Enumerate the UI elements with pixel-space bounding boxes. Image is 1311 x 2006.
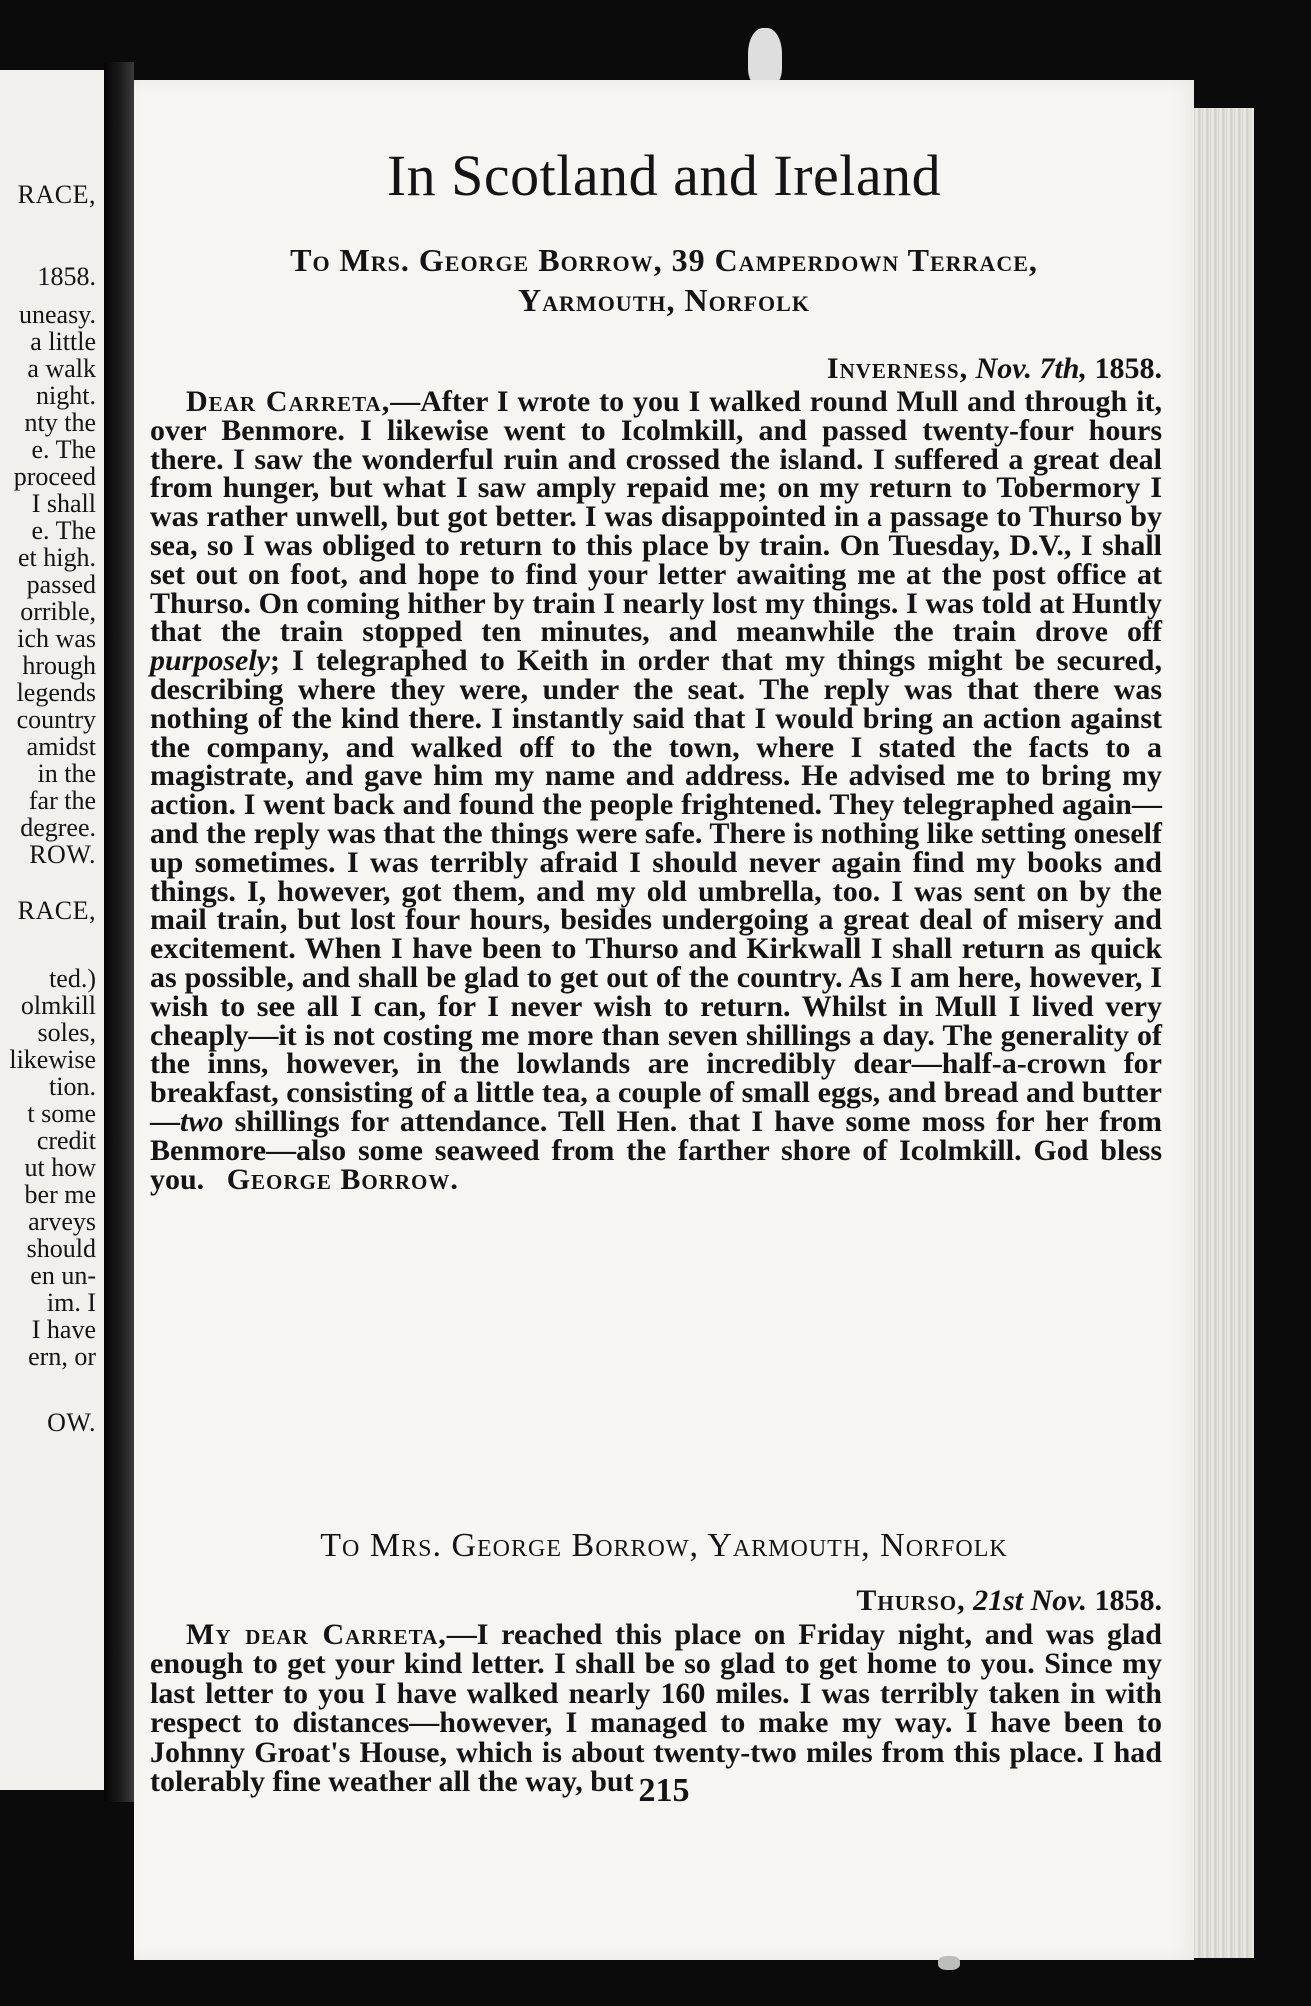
letter2-date-place: Thurso, [856, 1584, 966, 1617]
left-page-fragment: 1858. [37, 262, 96, 291]
letter1-text-a: —After I wrote to you I walked round Mull and through it, over Benmore. I likewise went to Icolmkill, and passed twenty-four hours there. I saw the wonderful ruin and crossed the island. I suffered a great deal from hunger, but what I saw amply repaid me; on my return to Tobermory I was rather unwell, but got better. I was disappointed in a passage to Thurso by sea, so I was obliged to return to this place by train. On Tuesday, D.V., I shall set out on foot, and hope to find your letter awaiting me at the post office at Thurso. On coming hither by train I nearly lost my things. I was told at Huntly that the train stopped ten minutes, and meanwhile the train drove off [150, 385, 1162, 649]
letter2-text: —I reached this place on Friday night, and was glad enough to get your kind letter. I shall be so glad to get home to you. Since my last letter to you I have walked nearly 160 miles. I was terribly taken in with respect to distances—however, I managed to make my way. I have been to Johnny Groat's House, which is about twenty-two miles from this place. I had tolerably fine weather all the way, but [150, 1618, 1162, 1799]
page-number: 215 [638, 1772, 690, 1809]
letter1-emphasis-2: two [180, 1104, 224, 1138]
left-page-fragment: in the [37, 759, 96, 788]
scan-mark [748, 28, 782, 86]
left-page-fragment: RACE, [17, 896, 96, 925]
scan-mark-bottom [938, 1956, 960, 1970]
left-page-fragment: olmkill [20, 991, 96, 1020]
left-page-fragment: degree. [20, 813, 96, 842]
left-page-fragment: amidst [26, 732, 96, 761]
left-page-fragment: a walk [27, 354, 96, 383]
left-page-fragment: ern, or [28, 1342, 96, 1371]
left-page-fragment: uneasy. [18, 300, 96, 329]
left-page-fragment: t some [27, 1099, 96, 1128]
left-page-fragment: legends [16, 678, 96, 707]
left-page-fragment: passed [26, 570, 96, 599]
left-page-fragment: RACE, [17, 180, 96, 209]
left-page-fragment: ich was [17, 624, 96, 653]
left-page-fragment: far the [28, 786, 96, 815]
left-page-fragment: en un- [30, 1261, 96, 1290]
letter1-dateline [827, 352, 1162, 386]
book-page [134, 80, 1194, 1960]
letter1-body [150, 385, 1162, 1196]
letter1-emphasis-1: purposely [150, 644, 270, 678]
left-page-fragment: I have [31, 1315, 96, 1344]
letter1-address-line2: Yarmouth, Norfolk [518, 282, 810, 318]
page-edges [1194, 108, 1254, 1958]
letter1-date-year: 1858. [1094, 352, 1162, 385]
left-page-fragment: credit [36, 1126, 96, 1155]
book-spine [104, 62, 134, 1802]
left-page-fragment: im. I [46, 1288, 96, 1317]
left-page-fragment: e. The [31, 516, 96, 545]
letter1-text-c: shillings for attendance. Tell Hen. that I have some moss for her from Benmore—also some seaweed from the farther shore of Icolmkill. God bless you. [150, 1104, 1162, 1196]
left-page-fragment: should [26, 1234, 96, 1263]
letter1-date-day: Nov. 7th, [975, 352, 1087, 385]
letter2-date-day: 21st Nov. [973, 1584, 1087, 1617]
left-page-fragment: a little [30, 327, 96, 356]
left-page-fragment: arveys [28, 1207, 96, 1236]
left-page-fragment: country [16, 705, 96, 734]
left-page-fragment: ROW. [29, 840, 96, 869]
left-page-fragment: I shall [31, 489, 96, 518]
left-page-fragment: et high. [18, 543, 96, 572]
left-page-fragment: night. [36, 381, 96, 410]
left-page-fragment: soles, [37, 1018, 96, 1047]
letter2-date-year: 1858. [1094, 1584, 1162, 1617]
letter1-signature: George Borrow. [226, 1162, 459, 1196]
previous-page-strip [0, 70, 104, 1790]
left-page-fragment: OW. [47, 1408, 96, 1437]
left-page-fragment: ted.) [49, 964, 96, 993]
left-page-fragment: proceed [13, 462, 96, 491]
left-page-fragment: ber me [24, 1180, 96, 1209]
left-page-fragment: nty the [24, 408, 96, 437]
left-page-fragment: e. The [31, 435, 96, 464]
letter2-dateline [856, 1584, 1162, 1618]
letter1-address-line1: To Mrs. George Borrow, 39 Camperdown Terrace, [290, 242, 1038, 278]
letter1-text-b: ; I telegraphed to Keith in order that my things might be secured, describing where they were, under the seat. The reply was that there was nothing of the kind there. I instantly said that I would bring an action against the company, and walked off to the town, where I stated the facts to a magistrate, and gave him my name and address. He advised me to bring my action. I went back and found the people frightened. They telegraphed again—and the reply was that the things were safe. There is nothing like setting oneself up sometimes. I was terribly afraid I should never again find my books and things. I, however, got them, and my old umbrella, too. I was sent on by the mail train, but lost four hours, besides undergoing a great deal of misery and excitement. When I have been to Thurso and Kirkwall I shall return as quick as possible, and shall be glad to get out of the country. As I am here, however, I wish to see all I can, for I never wish to return. Whilst in Mull I lived very cheaply—it is not costing me more than seven shillings a day. The generality of the inns, however, in the lowlands are incredibly dear—half-a-crown for breakfast, consisting of a little tea, a couple of small eggs, and bread and butter— [150, 644, 1162, 1138]
running-head: In Scotland and Ireland [386, 143, 942, 208]
left-page-fragment: likewise [9, 1045, 96, 1074]
letter2-salutation: My dear Carreta, [186, 1618, 447, 1651]
letter2-address: To Mrs. George Borrow, Yarmouth, Norfolk [320, 1527, 1008, 1564]
letter1-date-place: Inverness, [826, 352, 969, 385]
left-page-fragment: ut how [24, 1153, 96, 1182]
letter2-body [150, 1618, 1162, 1799]
left-page-fragment: tion. [49, 1072, 96, 1101]
left-page-fragment: orrible, [20, 597, 96, 626]
letter1-salutation: Dear Carreta, [186, 385, 391, 418]
letter1-address [164, 240, 1164, 320]
left-page-fragment: hrough [22, 651, 96, 680]
